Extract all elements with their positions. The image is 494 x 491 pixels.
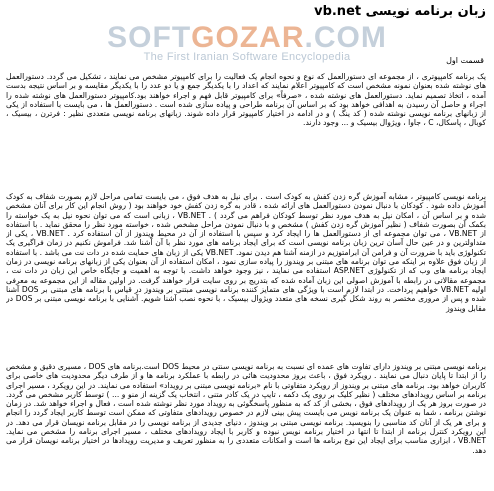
watermark-logo-soft: SOFT — [107, 21, 192, 54]
watermark-logo-gozar: GOZAR — [191, 21, 305, 54]
watermark-logo — [107, 22, 387, 54]
paragraph-2: برنامه نویسی کامپیوتر ، مشابه آموزش گره زدن کفش به کودک است . برای نیل به هدف فوق ، می بایست تمامی مراحل لازم بصورت شفاف به کودک آموزش داده شود . کودکان با دنبال نمودن دستورالعمل های ارائه شده ، قادر به گره زدن کفش خود خواهند بود ( روش انجام این کار برای آنان مشخص شده و بر اساس آن ، امکان نیل به هدف مورد نظر توسط کودکان فراهم می گردد ) . VB.NET ، زبانی است که می توان نحوه نیل به یک خواسته را بکمک آن بصورت شفاف ( نظیر آموزش گره زدن کفش ) مشخص و با دنبال نمودن مراحل مشخص شده ، خواسته مورد نظر را محقق نماید . با استفاده از VB.NET ، می توان مجموعه ای از دستورالعمل ها را ایجاد کرد و سپس با استفاده از آن در محیط ویندوز از آن استفاده کرد . VB.NET ، یکی از متداولترین و در عین حال آسان ترین زبان برنامه نویسی است که برای ایجاد برنامه های مورد نظر با آن آشنا شد. فراموش نکنیم در زمان فراگیری یک تکنولوژی باید با ضرورت آن و فرامن آن ابرامتوزیم در ازمنه آشنا هم دیدن نمود. VB.NET یکی از زبان های حمایت شده در دات نت می باشد . با استفاده از زبان فوق علاوه بر اینکه می توان برنامه های مبتنی بر ویندوز را پیاده سازی نمود ، امکان استفاده از آن بعنوان یکی از زبانهای برنامه نویسی در زمان ایجاد برنامه های وب که از تکنولوژی ASP.NET استفاده می نمایند ، نیز وجود خواهد داشت. با توجه به اهمیت و جایگاه خاص این زبان در دات نت ، مجموعه مقالاتی در رابطه با آموزش اصولی این زبان آماده شده که بتدریج بر روی سایت قرار خواهند گرفت. در اولین مقاله از این مجموعه به معرفی اولیه VB.NET خواهیم پرداخت. در ابتدا لازم است با ویژگی های متمایز کننده برنامه نویسی مبتنی بر ویندوز در قیاس با برنامه های مبتنی بر DOS آشنا شده و پس از مروری مختصر به روند شکل گیری نسخه های متعدد ویژوال بیسیک ، با نحوه نصب آشنا شویم. آشنایی با برنامه نویسی مبتنی بر DOS در مقابل ویندوز — [6, 192, 486, 313]
watermark-logo-domain: .COM — [304, 21, 387, 54]
watermark-tagline: The First Iranian Software Encyclopedia — [143, 51, 351, 63]
softgozar-watermark — [0, 22, 494, 63]
paragraph-3: برنامه نویسی مبتنی بر ویندوز دارای تفاوت های عمده ای نسبت به برنامه نویسی سنتی در محیط DOS است.برنامه های DOS ، مسیری دقیق و مشخص را از ابتدا تا پایان دنبال می نمایند . رویکرد فوق ، باعث بروز محدودیت هائی در رابطه با عملکرد برنامه ها و از طرف دیگر محدودیت های خاصی برای کاربران خواهد بود. برنامه های مبتنی بر ویندوز از رویکرد متفاوتی با نام «برنامه نویسی مبتنی بر رویداد» استفاده می نمایند. در این رویکرد ، مسیر اجرای برنامه بر اساس رویدادهای مختلف ( نظیر کلیک بر روی یک دکمه ، تایپ در یک کادر متنی ، انتخاب یک گزینه از منو و ... ) توسط کاربر مشخص می گردد. در صورت بروز هر یک از رویدادهای فوق ، بخشی از کد که به منظور پاسخگوئی به رویداد مورد نظر نوشته شده است ، فعال و اجراء خواهد شد. در زمان نوشتن برنامه ، شما به عنوان یک برنامه نویس می بایست پیش بینی لازم در خصوص رویدادهای متفاوتی که ممکن است توسط کاربر ایجاد گردد را انجام و برای هر یک از آنان کد مناسبی را بنویسید. برنامه نویسی مبتنی بر ویندوز ، دنیای جدیدی از برنامه نویسی را در مقابل برنامه نویسان قرار می دهد. در این رویکرد کنترل برنامه از ابتدا تا انتها در اختیار برنامه نویس نبوده و کاربر با ایجاد رویدادهای مختلف ، مسیر اجرای برنامه را مشخص می نماید. VB.NET ، ابزاری مناسب برای ایجاد این نوع برنامه ها است و امکانات متعددی را به منظور تعریف و مدیریت رویدادها در اختیار برنامه نویسان قرار می دهد. — [6, 362, 486, 455]
section-heading: قسمت اول — [446, 56, 484, 65]
document-title: زبان برنامه نویسی vb.net — [314, 4, 486, 19]
paragraph-1: یک برنامه کامپیوتری ، از مجموعه ای دستورالعمل که نوع و نحوه انجام یک فعالیت را برای کامپیوتر مشخص می نمایند ، تشکیل می گردد. دستورالعمل های نوشته شده بعنوان نمونه مشخص است که کامپیوتر اعلام نمایند که اعداد را با یکدیگر جمع و یا دو عدد را با یکدیگر مقایسه و بر اساس نتیجه بدست آمده ، اتخاذ تصمیم نماید. دستورالعمل های نوشته شده ، «صرفاً» برای کامپیوتر قابل فهم و اجراء خواهند بود.کامپیوتر دستورالعمل های نوشته شده را اجراء و حاصل آن رسیدن به اهدافی خواهد بود که بر اساس آن برنامه طراحی و پیاده سازی شده است . دستورالعمل ها ، می بایست با استفاده از یکی از زبانهای برنامه نویسی نوشته شده ( کد ینگ ) و در ادامه در اختیار کامپیوتر قرار داده شوند. زبانهای برنامه نویسی متعددی نظیر : فرترن ، بیسیک ، کوبال ، پاسکال، C ، جاوا ، ویژوال بیسیک و ... وجود دارند. — [6, 72, 486, 128]
